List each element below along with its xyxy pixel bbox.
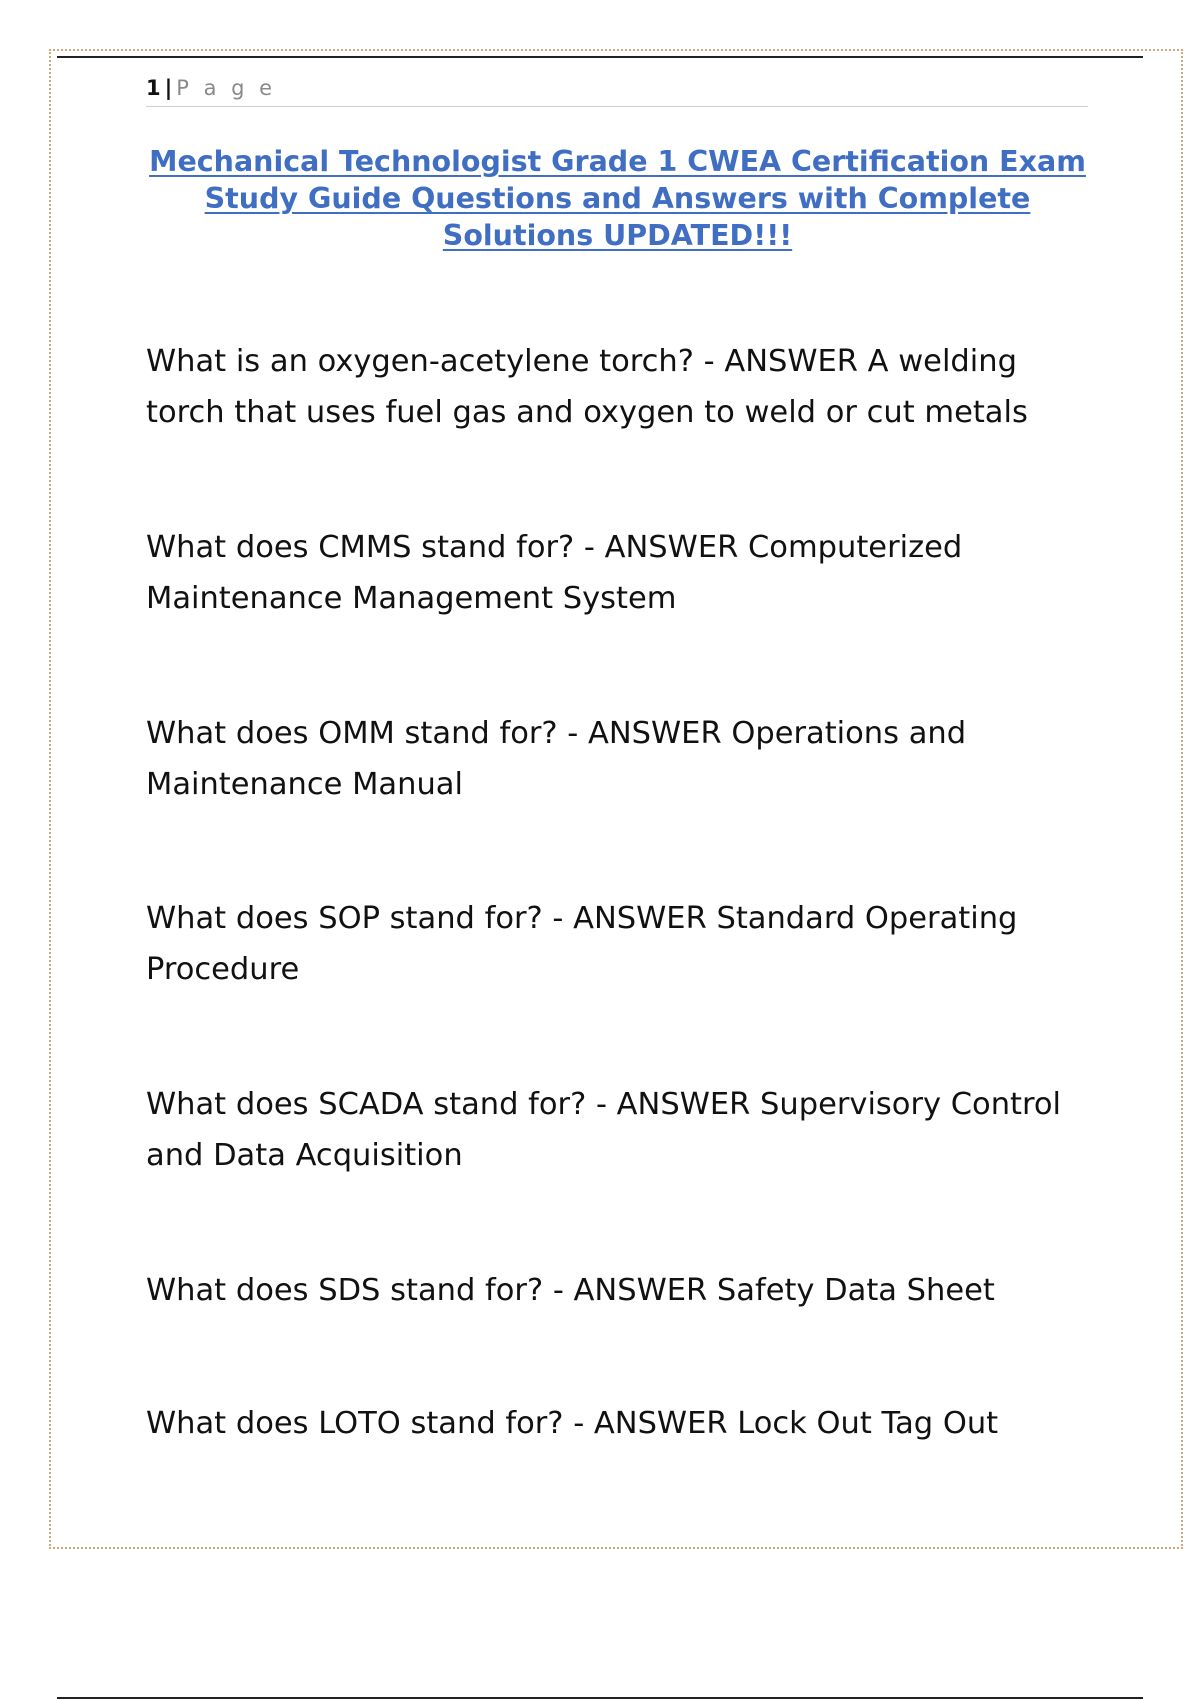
- qa-item: What does SCADA stand for? - ANSWER Supervisory Control and Data Acquisition: [146, 1087, 1061, 1173]
- page-header: [146, 74, 1088, 107]
- page-separator: |: [164, 76, 173, 100]
- qa-item: What is an oxygen-acetylene torch? - ANSWER A welding torch that uses fuel gas and oxygen to weld or cut metals: [146, 344, 1028, 430]
- qa-item: What does SOP stand for? - ANSWER Standard Operating Procedure: [146, 901, 1018, 987]
- document-title[interactable]: Mechanical Technologist Grade 1 CWEA Certification Exam Study Guide Questions and Answers with Complete Solutions UPDATED!!!: [149, 145, 1086, 252]
- qa-item: What does SDS stand for? - ANSWER Safety Data Sheet: [146, 1273, 995, 1308]
- qa-item: What does CMMS stand for? - ANSWER Computerized Maintenance Management System: [146, 530, 963, 616]
- top-rule: [57, 56, 1143, 58]
- page-number: 1: [146, 76, 161, 100]
- qa-item: What does OMM stand for? - ANSWER Operations and Maintenance Manual: [146, 716, 967, 802]
- qa-item: What does LOTO stand for? - ANSWER Lock Out Tag Out: [146, 1406, 999, 1441]
- bottom-rule: [57, 1697, 1143, 1699]
- page-label: P a g e: [176, 76, 277, 100]
